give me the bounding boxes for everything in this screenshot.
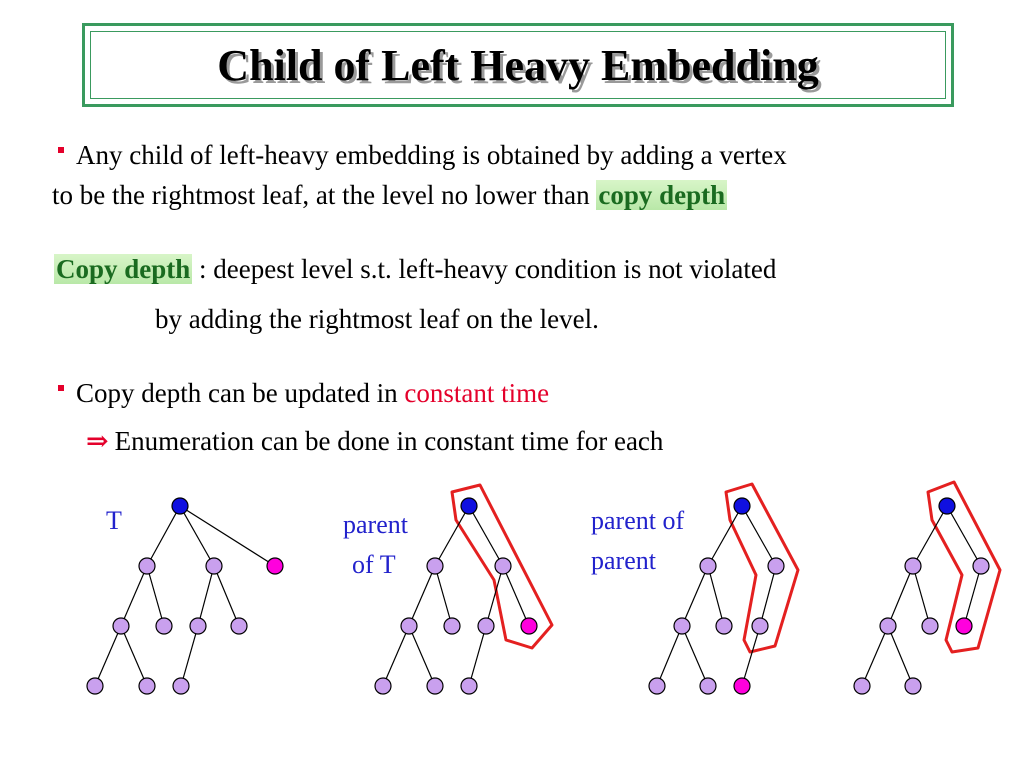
tree-t: [87, 498, 283, 694]
tree-node: [922, 618, 938, 634]
tree-node: [113, 618, 129, 634]
tree-edges: [95, 506, 275, 686]
label-parent-line1: parent: [343, 510, 408, 539]
tree-edges: [862, 506, 981, 686]
tree-node: [674, 618, 690, 634]
tree-node: [375, 678, 391, 694]
tree-node: [956, 618, 972, 634]
tree-node: [139, 678, 155, 694]
tree-node: [461, 498, 477, 514]
tree-node: [734, 498, 750, 514]
tree-node: [231, 618, 247, 634]
tree-edges: [383, 506, 529, 686]
tree-parent-of-t: [375, 485, 552, 694]
slide-title: Child of Left Heavy Embedding: [217, 40, 819, 90]
tree-node: [87, 678, 103, 694]
tree-node: [401, 618, 417, 634]
tree-node: [478, 618, 494, 634]
bullet2-text: Copy depth can be updated in: [76, 378, 405, 408]
tree-node: [768, 558, 784, 574]
implies-arrow-icon: ⇒: [86, 426, 109, 456]
implication-text: Enumeration can be done in constant time for each: [114, 426, 664, 456]
bullet1-line2-text: to be the rightmost leaf, at the level no lower than: [52, 180, 597, 210]
definition-text: : deepest level s.t. left-heavy condition is not violated: [192, 254, 777, 284]
tree-node: [267, 558, 283, 574]
label-t: T: [106, 506, 122, 535]
tree-node: [495, 558, 511, 574]
tree-node: [206, 558, 222, 574]
tree-node: [734, 678, 750, 694]
label-grandparent-line1: parent of: [591, 506, 685, 535]
tree-node: [156, 618, 172, 634]
label-parent-line2: of T: [352, 550, 396, 579]
tree-node: [461, 678, 477, 694]
tree-node: [973, 558, 989, 574]
tree-node: [444, 618, 460, 634]
tree-node: [172, 498, 188, 514]
constant-time-highlight: constant time: [404, 378, 550, 408]
tree-node: [649, 678, 665, 694]
tree-node: [854, 678, 870, 694]
tree-node: [427, 558, 443, 574]
tree-node: [427, 678, 443, 694]
tree-node: [752, 618, 768, 634]
tree-node: [700, 558, 716, 574]
definition-line2-text: by adding the rightmost leaf on the level.: [155, 304, 599, 334]
tree-node: [139, 558, 155, 574]
tree-node: [716, 618, 732, 634]
tree-node: [190, 618, 206, 634]
definition-term: Copy depth: [56, 254, 191, 284]
tree-node: [173, 678, 189, 694]
copy-depth-term: copy depth: [598, 180, 726, 210]
tree-node: [700, 678, 716, 694]
tree-parent-of-parent: [649, 484, 798, 694]
tree-node: [905, 558, 921, 574]
tree-node: [880, 618, 896, 634]
tree-node: [521, 618, 537, 634]
tree-node: [939, 498, 955, 514]
label-grandparent-line2: parent: [591, 546, 656, 575]
bullet1-text: Any child of left-heavy embedding is obtained by adding a vertex: [76, 140, 787, 170]
tree-node: [905, 678, 921, 694]
tree-edges: [657, 506, 776, 686]
tree-fourth: [854, 482, 1000, 694]
